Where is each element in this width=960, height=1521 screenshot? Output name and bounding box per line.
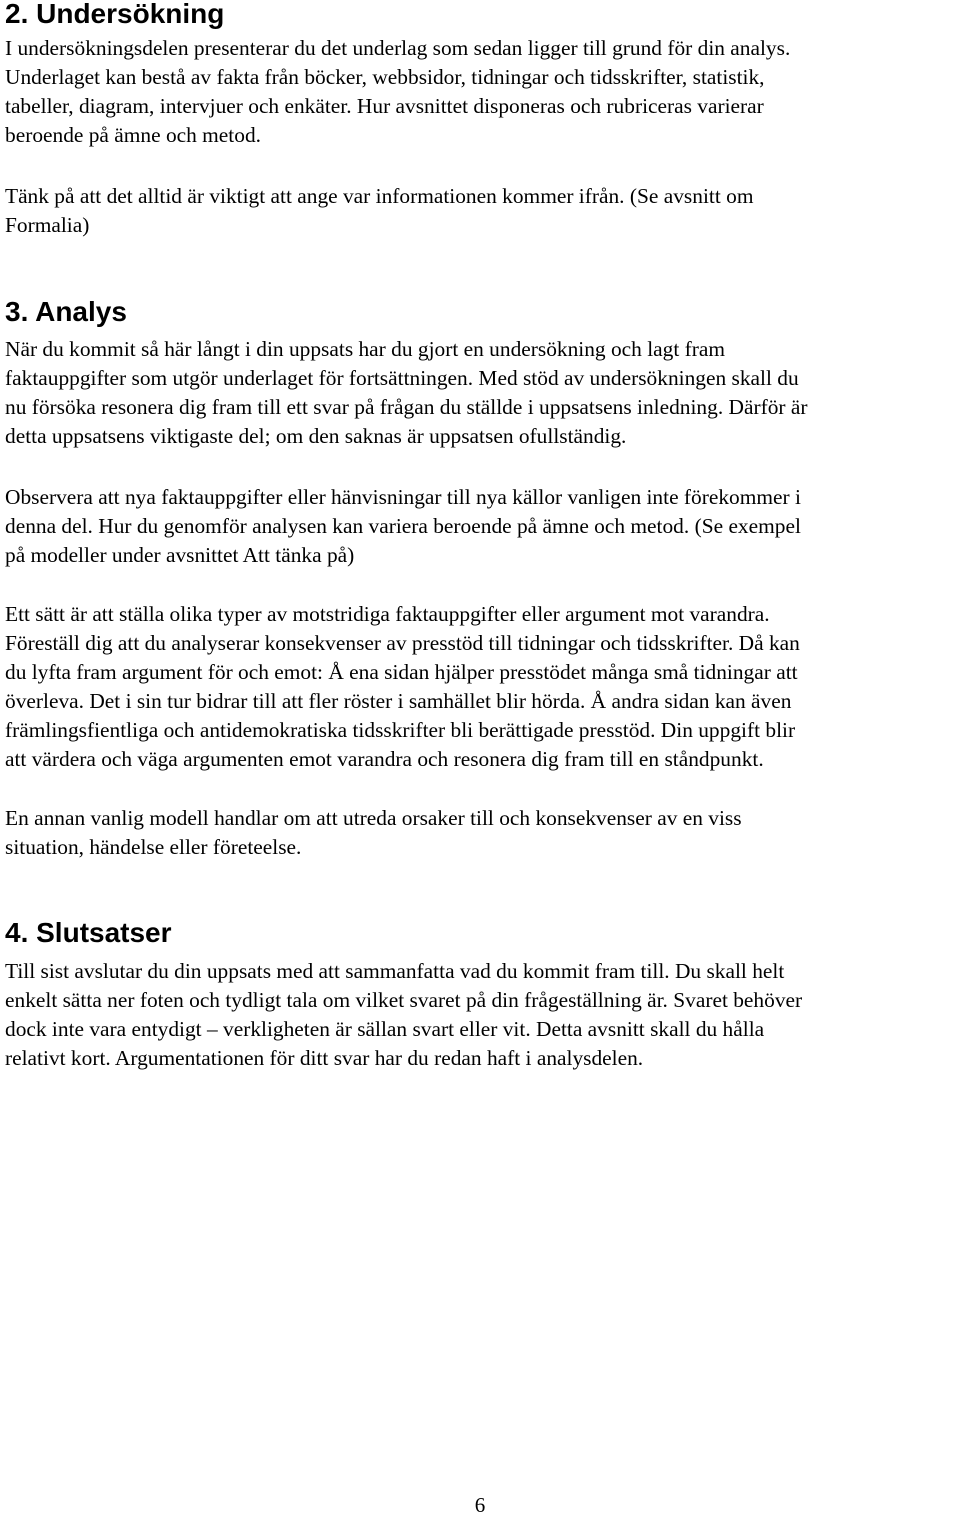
text-line: främlingsfientliga och antidemokratiska tidsskrifter bli berättigade presstöd. Din uppgift blir [5, 718, 796, 742]
text-line: nu försöka resonera dig fram till ett svar på frågan du ställde i uppsatsens inledning. Därför är [5, 395, 808, 419]
text-line: detta uppsatsens viktigaste del; om den saknas är uppsatsen ofullständig. [5, 424, 627, 448]
text-line: på modeller under avsnittet Att tänka på) [5, 543, 355, 567]
paragraph-undersokning-sources [5, 182, 960, 240]
page-number: 6 [474, 1493, 486, 1517]
paragraph-slutsatser [5, 957, 960, 1073]
text-line: Tänk på att det alltid är viktigt att ange var informationen kommer ifrån. (Se avsnitt om [5, 184, 754, 208]
text-line: När du kommit så här långt i din uppsats har du gjort en undersökning och lagt fram [5, 337, 726, 361]
section-heading-analys: 3. Analys [5, 296, 127, 327]
text-line: Formalia) [5, 213, 90, 237]
text-line: Föreställ dig att du analyserar konsekvenser av presstöd till tidningar och tidsskrifter. Då kan [5, 631, 800, 655]
text-line: I undersökningsdelen presenterar du det underlag som sedan ligger till grund för din analys. [5, 36, 791, 60]
text-line: tabeller, diagram, intervjuer och enkäter. Hur avsnittet disponeras och rubriceras varierar [5, 94, 764, 118]
text-line: enkelt sätta ner foten och tydligt tala om vilket svaret på din frågeställning är. Svaret behöver [5, 988, 803, 1012]
text-line: att värdera och väga argumenten emot varandra och resonera dig fram till en ståndpunkt. [5, 747, 764, 771]
paragraph-analys-intro [5, 335, 960, 451]
paragraph-analys-orsaker [5, 804, 960, 862]
paragraph-analys-observera [5, 483, 960, 570]
paragraph-analys-argument [5, 600, 960, 774]
text-line: dock inte vara entydigt – verkligheten är sällan svart eller vit. Detta avsnitt skall du hålla [5, 1017, 765, 1041]
paragraph-undersokning-intro [5, 34, 960, 150]
text-line: överleva. Det i sin tur bidrar till att fler röster i samhället blir hörda. Å andra sidan kan även [5, 689, 792, 713]
text-line: relativt kort. Argumentationen för ditt svar har du redan haft i analysdelen. [5, 1046, 644, 1070]
text-line: Till sist avslutar du din uppsats med att sammanfatta vad du kommit fram till. Du skall helt [5, 959, 785, 983]
text-line: Ett sätt är att ställa olika typer av motstridiga faktauppgifter eller argument mot varandra. [5, 602, 770, 626]
text-line: En annan vanlig modell handlar om att utreda orsaker till och konsekvenser av en viss [5, 806, 742, 830]
text-line: faktauppgifter som utgör underlaget för fortsättningen. Med stöd av undersökningen skall du [5, 366, 799, 390]
section-heading-slutsatser: 4. Slutsatser [5, 917, 172, 948]
text-line: Observera att nya faktauppgifter eller hänvisningar till nya källor vanligen inte förekommer i [5, 485, 801, 509]
text-line: situation, händelse eller företeelse. [5, 835, 302, 859]
text-line: denna del. Hur du genomför analysen kan variera beroende på ämne och metod. (Se exempel [5, 514, 801, 538]
text-line: Underlaget kan bestå av fakta från böcker, webbsidor, tidningar och tidsskrifter, statistik, [5, 65, 765, 89]
section-heading-undersokning: 2. Undersökning [5, 0, 225, 29]
text-line: beroende på ämne och metod. [5, 123, 261, 147]
text-line: du lyfta fram argument för och emot: Å ena sidan hjälper presstödet många små tidningar att [5, 660, 798, 684]
